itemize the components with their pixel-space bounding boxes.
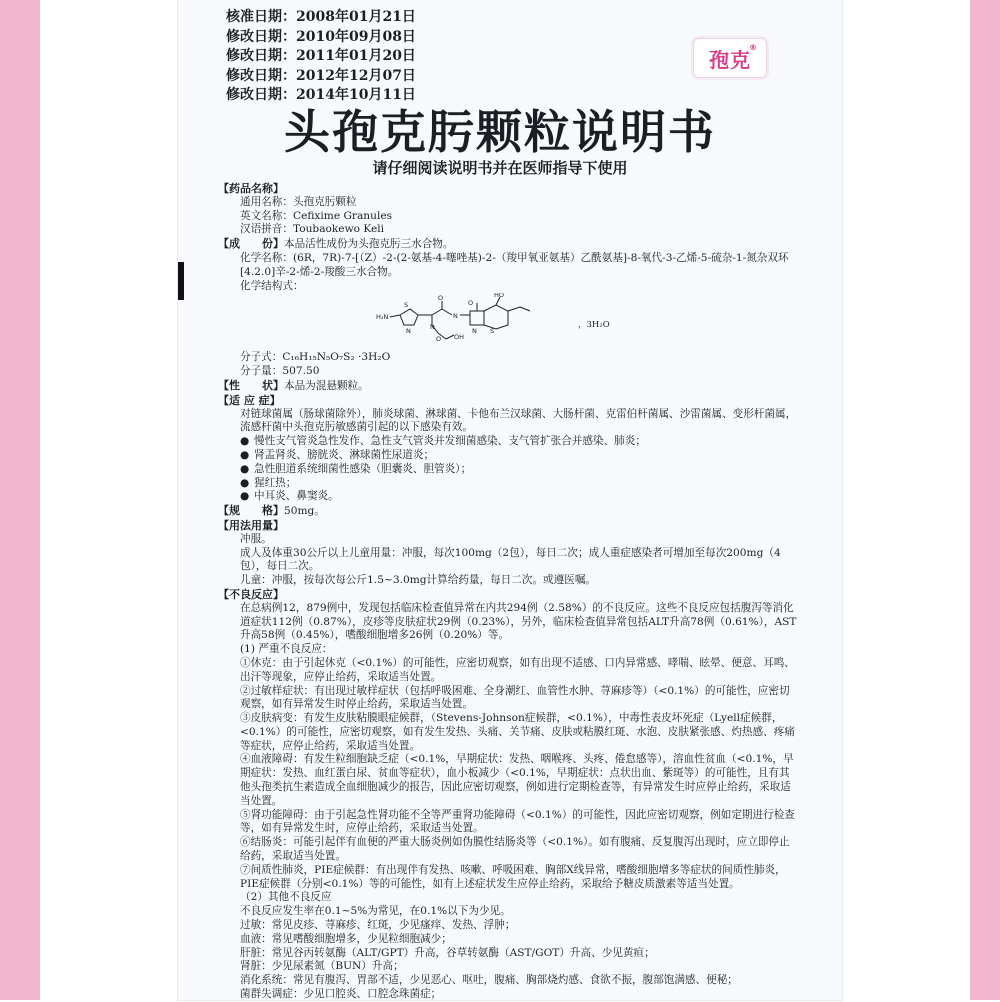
generic-name: 通用名称：头孢克肟颗粒 xyxy=(240,195,357,208)
other-item: 消化系统：常见有腹泻、胃部不适，少见恶心、呕吐，腹痛、胸部烧灼感、食欲不振，腹部饱满感、便秘； xyxy=(240,974,738,987)
structure-drawing xyxy=(376,293,576,351)
svg-text:HO: HO xyxy=(494,293,505,300)
chemical-structure xyxy=(376,293,636,351)
other-heading: （2）其他不良反应 xyxy=(240,891,332,904)
indication-item: ● 猩红热； xyxy=(240,476,297,489)
dosage-route: 冲服。 xyxy=(240,532,272,545)
appearance-text: 本品为混悬颗粒。 xyxy=(284,379,369,392)
indication-item: ● 急性胆道系统细菌性感染（胆囊炎、胆管炎）； xyxy=(240,462,472,475)
bullet-dot-icon: ● xyxy=(240,490,250,503)
other-item: 菌群失调症：少见口腔炎、口腔念珠菌症； xyxy=(240,988,442,1001)
revision-line: 修改日期：2010年09月08日 xyxy=(226,28,416,45)
svg-text:S: S xyxy=(404,301,409,310)
print-mark xyxy=(178,262,184,300)
composition-text: 本品活性成份为头孢克肟三水合物。 xyxy=(284,238,454,251)
svg-text:N: N xyxy=(430,323,435,332)
revision-line: 修改日期：2012年12月07日 xyxy=(226,67,416,84)
composition-row xyxy=(218,237,798,252)
section-heading-indications: 【适 应 症】 xyxy=(218,393,281,407)
svg-text:S: S xyxy=(490,327,495,336)
serious-item: ①休克：由于引起休克（<0.1%）的可能性，应密切观察，如有出现不适感、口内异常感、哮喘、眩晕、便意、耳鸣、出汗等现象，应停止给药，采取适当处置。 xyxy=(240,656,795,683)
revision-line: 修改日期：2011年01月20日 xyxy=(226,48,416,64)
serious-item: ⑥结肠炎：可能引起伴有血便的严重大肠炎例如伪膜性结肠炎等（<0.1%）。如有腹痛、反复腹泻出现时，应立即停止给药，采取适当处置。 xyxy=(240,836,790,863)
section-heading-appearance: 【性 状】 xyxy=(218,378,284,392)
indication-item: ● 慢性支气管炎急性发作、急性支气管炎并发细菌感染、支气管扩张合并感染、肺炎； xyxy=(240,435,646,448)
document-title: 头孢克肟颗粒说明书 xyxy=(284,105,716,159)
section-heading-name: 【药品名称】 xyxy=(218,182,284,195)
svg-text:O: O xyxy=(436,335,442,344)
revision-line: 核准日期：2008年01月21日 xyxy=(226,9,416,25)
spec-row xyxy=(218,504,798,519)
svg-text:N: N xyxy=(453,312,458,321)
section-heading-spec: 【规 格】 xyxy=(218,504,284,518)
serious-item: ④血液障碍：有发生粒细胞缺乏症（<0.1%，早期症状：发热、咽喉疼、头疼、倦怠感等），溶血性贫血（<0.1%，早期症状：发热、血红蛋白尿、贫血等症状），血小板减少（<0.1%，早期症状：点状出血、紫斑等）的可能性，且有其他头孢类抗生素造成全血细胞减少的报告，因此应密切观察，例如进行定期检查等，有异常发生时应停止给药，采取适当处置。 xyxy=(240,753,794,807)
svg-text:O: O xyxy=(468,299,474,308)
serious-item: ③皮肤病变：有发生皮肤粘膜眼症候群，（Stevens-Johnson症候群，<0.1%），中毒性表皮坏死症（Lyell症候群，<0.1%）的可能性，应密切观察，如有发生发热、头痛、关节痛、皮肤或粘膜红斑、水泡、皮肤紧张感、灼热感、疼痛等症状，应停止给药，采取适当处置。 xyxy=(240,712,795,752)
brand-logo: 孢克 ® xyxy=(693,38,767,78)
pinyin-name: 汉语拼音：Toubaokewo Keli xyxy=(240,223,385,236)
serious-heading: (1) 严重不良反应： xyxy=(240,643,333,656)
english-name: 英文名称：Cefixime Granules xyxy=(240,209,393,222)
molecular-weight: 分子量：507.50 xyxy=(240,365,320,378)
bullet-dot-icon: ● xyxy=(240,435,250,448)
dosage-child: 儿童：冲服，按每次每公斤1.5~3.0mg计算给药量，每日二次。或遵医嘱。 xyxy=(240,574,597,587)
appearance-row xyxy=(218,379,798,394)
section-heading-dosage: 【用法用量】 xyxy=(218,518,284,532)
spec-text: 50mg。 xyxy=(284,505,325,518)
bullet-dot-icon: ● xyxy=(240,462,250,475)
svg-text:N: N xyxy=(472,327,477,336)
section-heading-composition: 【成 份】 xyxy=(218,237,284,251)
hydrate-label: ，3H₂O xyxy=(578,320,610,331)
molecular-formula: 分子式：C₁₆H₁₅N₅O₇S₂ ·3H₂O xyxy=(240,351,391,364)
indication-item: ● 中耳炎、鼻窦炎。 xyxy=(240,490,339,503)
other-item: 过敏：常见皮疹、荨麻疹、红斑，少见瘙痒、发热、浮肿； xyxy=(240,919,516,932)
svg-text:N: N xyxy=(406,327,411,336)
bullet-dot-icon: ● xyxy=(240,476,250,489)
revision-line: 修改日期：2014年10月11日 xyxy=(226,87,416,103)
chemical-name: 化学名称：(6R，7R)-7-[（Z）-2-(2-氨基-4-噻唑基)-2-（羧甲氧亚氨基）乙酰氨基]-8-氧代-3-乙烯-5-硫杂-1-氮杂双环[4.2.0]辛-2-烯-2-羧酸三水合物。 xyxy=(240,251,789,278)
svg-text:OH: OH xyxy=(454,333,465,342)
other-item: 血液：常见嗜酸细胞增多，少见粒细胞减少； xyxy=(240,932,452,945)
document-subtitle: 请仔细阅读说明书并在医师指导下使用 xyxy=(372,159,628,177)
serious-item: ②过敏样症状：有出现过敏样症状（包括呼吸困难、全身潮红、血管性水肿、荨麻疹等）（<0.1%）的可能性，应密切观察，如有异常发生时停止给药，采取适当处置。 xyxy=(240,684,790,711)
section-heading-adverse: 【不良反应】 xyxy=(218,587,284,601)
dosage-adult: 成人及体重30公斤以上儿童用量：冲服，每次100mg（2包），每日二次；成人重症感染者可增加至每次200mg（4包），每日二次。 xyxy=(240,546,781,573)
serious-item: ⑤肾功能障碍：由于引起急性肾功能不全等严重肾功能障碍（<0.1%）的可能性，因此应密切观察，例如定期进行检查等，如有异常发生时，应停止给药，采取适当处置。 xyxy=(240,808,795,835)
adverse-intro: 在总病例12，879例中，发现包括临床检查值异常在内共294例（2.58%）的不良反应。这些不良反应包括腹泻等消化道症状112例（0.87%），皮疹等皮肤症状29例（0.23%），另外，临床检查值异常包括ALT升高78例（0.61%），AST升高58例（0.45%），嗜酸细胞增多26例（0.20%）等。 xyxy=(240,601,797,642)
structure-label: 化学结构式： xyxy=(240,279,304,292)
other-item: 肝脏：常见谷丙转氨酶（ALT/GPT）升高，谷草转氨酶（AST/GOT）升高、少见黄疸； xyxy=(240,946,655,959)
indications-text: 对链球菌属（肠球菌除外），肺炎球菌、淋球菌、卡他布兰汉球菌、大肠杆菌、克雷伯杆菌属、沙雷菌属、变形杆菌属，流感杆菌中头孢克肟敏感菌引起的以下感染有效。 xyxy=(240,407,797,434)
svg-text:H₂N: H₂N xyxy=(376,313,389,322)
serious-item: ⑦间质性肺炎，PIE症候群：有出现伴有发热、咳嗽、呼吸困难、胸部X线异常，嗜酸细胞增多等症状的间质性肺炎，PIE症候群（分别<0.1%）等的可能性，如有上述症状发生应停止给药，采取给予糖皮质激素等适当处置。 xyxy=(240,863,786,890)
bullet-dot-icon: ● xyxy=(240,448,250,461)
svg-text:O: O xyxy=(438,294,444,303)
other-intro: 不良反应发生率在0.1~5%为常见，在0.1%以下为少见。 xyxy=(240,905,511,918)
leaflet-body xyxy=(218,182,798,1002)
revision-dates xyxy=(226,8,416,106)
indication-item: ● 肾盂肾炎、膀胱炎、淋球菌性尿道炎； xyxy=(240,448,435,461)
other-item: 肾脏：少见尿素氮（BUN）升高； xyxy=(240,960,404,973)
